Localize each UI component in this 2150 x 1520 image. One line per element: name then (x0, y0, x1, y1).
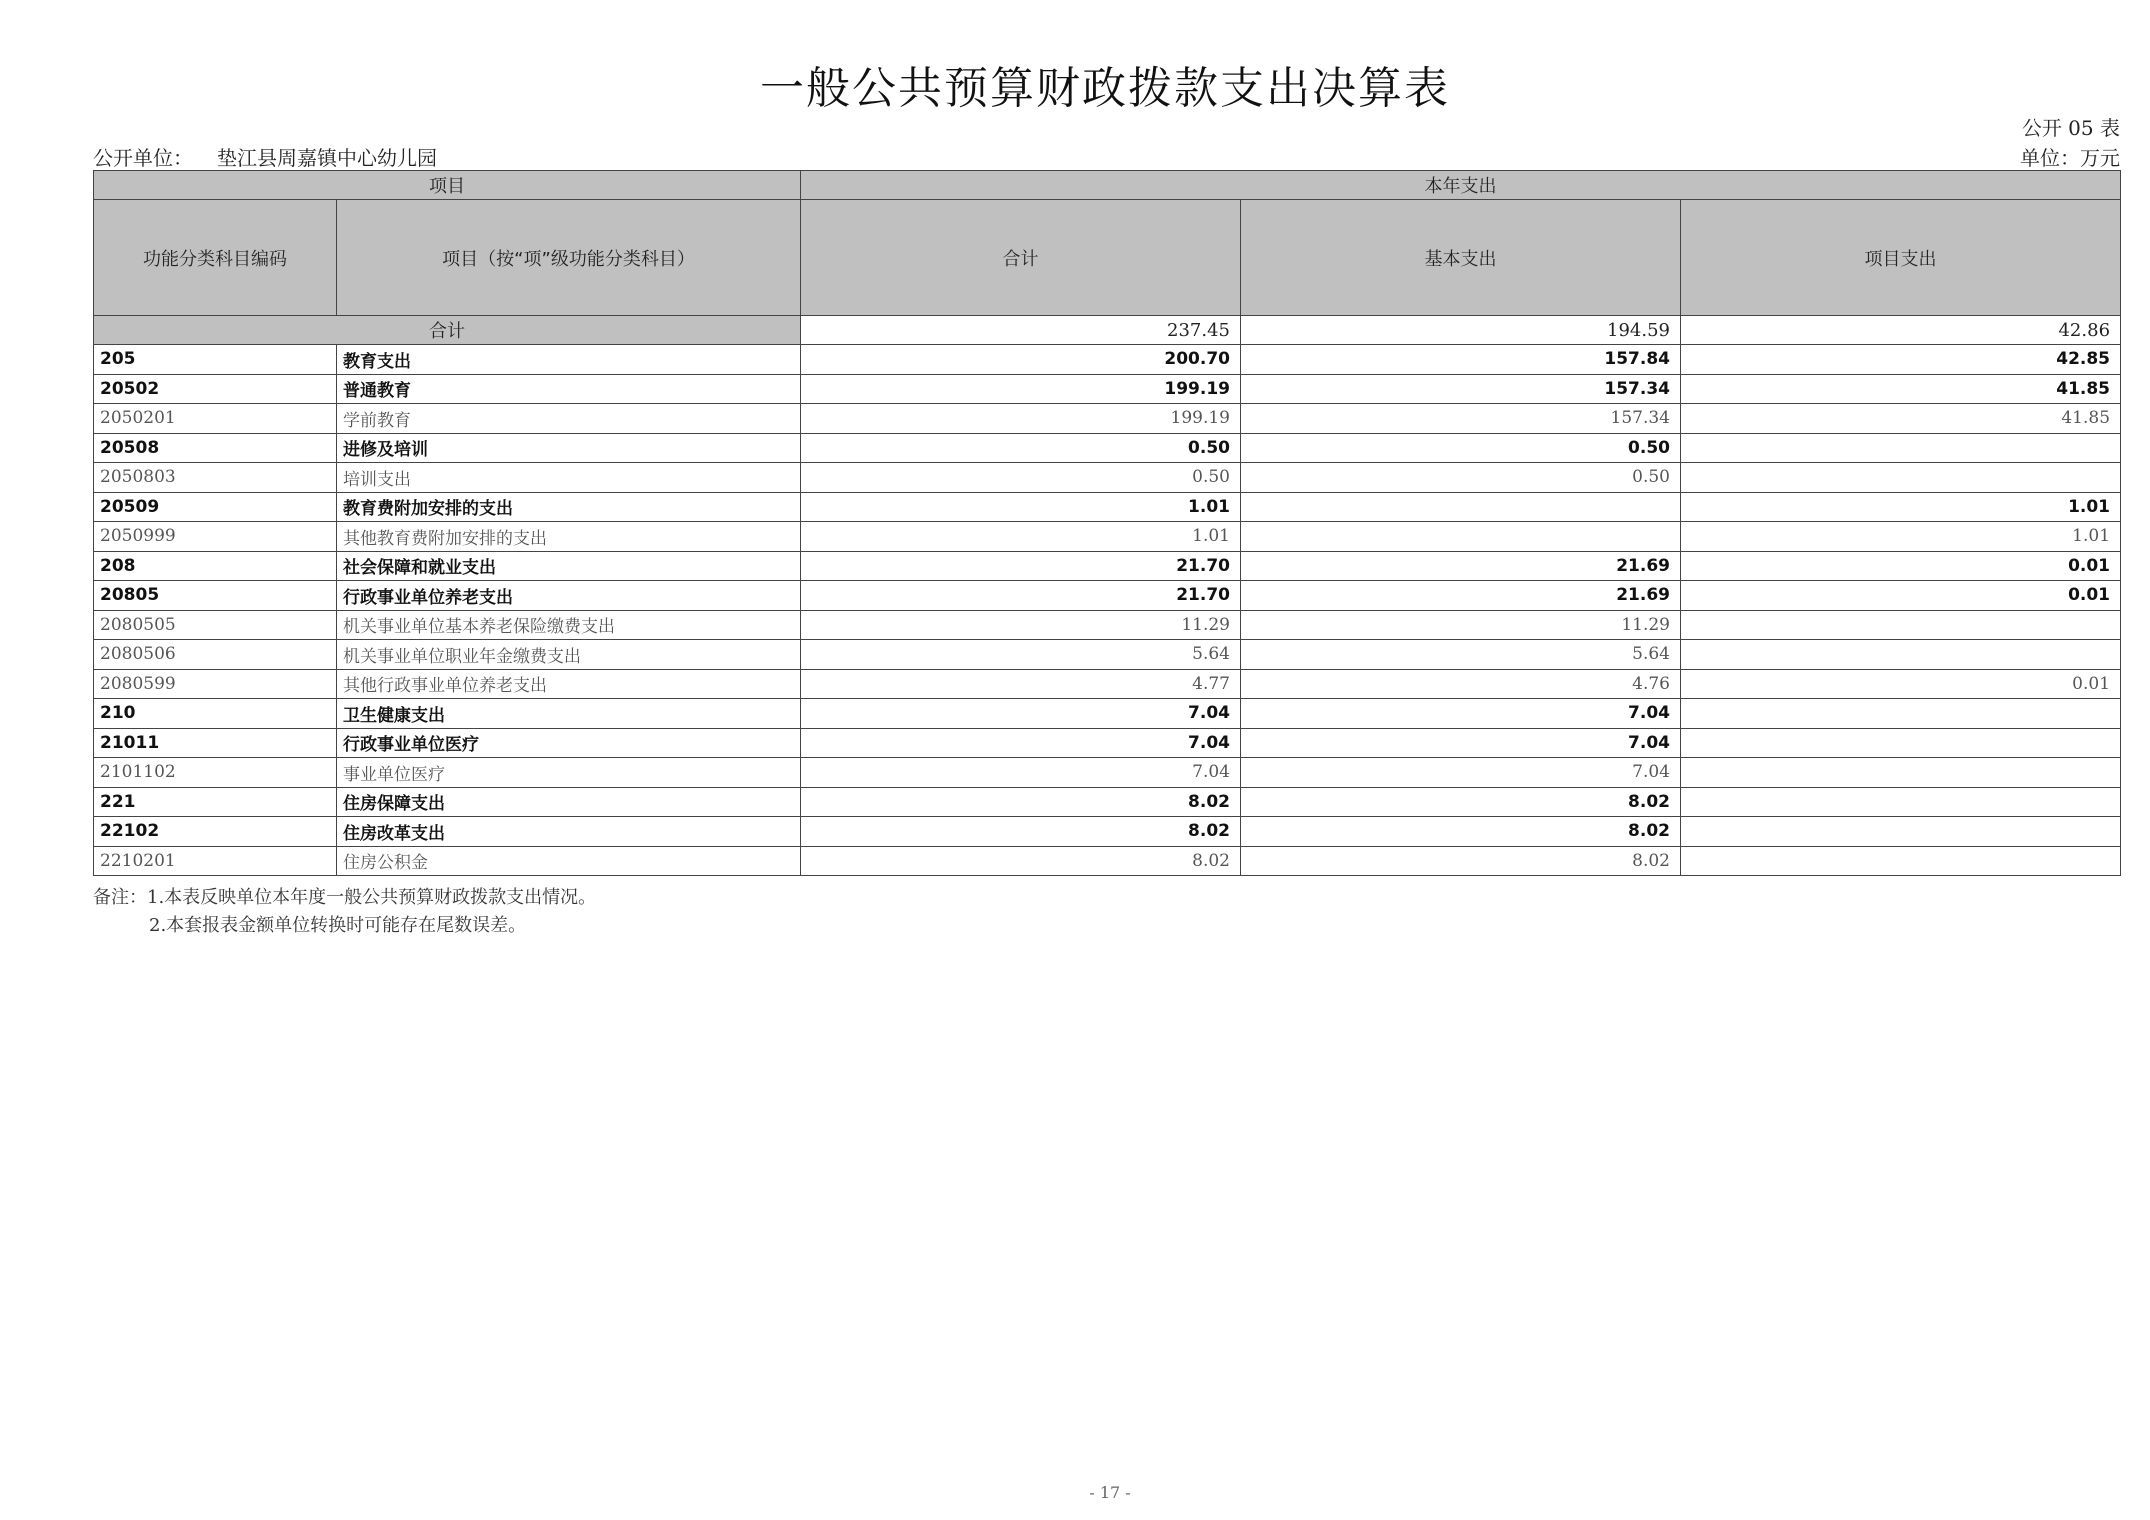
name-cell: 教育支出 (337, 345, 801, 375)
basic-cell: 7.04 (1241, 758, 1681, 788)
footnote-2: 2.本套报表金额单位转换时可能存在尾数误差。 (149, 915, 527, 936)
total-cell: 1.01 (801, 492, 1241, 522)
page-number: - 17 - (1089, 1483, 1131, 1502)
header-row (94, 200, 2121, 316)
basic-cell: 0.50 (1241, 463, 1681, 493)
total-cell: 8.02 (801, 817, 1241, 847)
basic-cell: 7.04 (1241, 699, 1681, 729)
code-cell: 20502 (94, 374, 337, 404)
project-cell: 0.01 (1681, 581, 2121, 611)
table-row (94, 581, 2121, 611)
header-group-row (94, 171, 2121, 200)
code-cell: 2050999 (94, 522, 337, 552)
basic-cell: 21.69 (1241, 551, 1681, 581)
basic-cell: 8.02 (1241, 787, 1681, 817)
total-row (94, 316, 2121, 345)
table-row (94, 846, 2121, 876)
name-cell: 机关事业单位基本养老保险缴费支出 (337, 610, 801, 640)
name-cell: 行政事业单位医疗 (337, 728, 801, 758)
total-sum-cell: 237.45 (801, 316, 1241, 345)
name-cell: 培训支出 (337, 463, 801, 493)
total-cell: 1.01 (801, 522, 1241, 552)
table-row (94, 817, 2121, 847)
reporting-unit (93, 142, 437, 171)
code-cell: 210 (94, 699, 337, 729)
name-cell: 教育费附加安排的支出 (337, 492, 801, 522)
table-row (94, 522, 2121, 552)
project-cell: 1.01 (1681, 492, 2121, 522)
project-cell: 41.85 (1681, 374, 2121, 404)
name-cell: 其他行政事业单位养老支出 (337, 669, 801, 699)
basic-cell: 0.50 (1241, 433, 1681, 463)
total-cell: 7.04 (801, 728, 1241, 758)
total-cell: 21.70 (801, 551, 1241, 581)
code-cell: 2050201 (94, 404, 337, 434)
name-cell: 住房改革支出 (337, 817, 801, 847)
total-cell: 199.19 (801, 374, 1241, 404)
project-cell (1681, 699, 2121, 729)
header-project: 项目支出 (1681, 200, 2121, 316)
table-row (94, 492, 2121, 522)
table-row (94, 433, 2121, 463)
table-row (94, 758, 2121, 788)
project-cell (1681, 640, 2121, 670)
basic-cell: 157.34 (1241, 404, 1681, 434)
total-cell: 0.50 (801, 433, 1241, 463)
reporting-unit-label: 公开单位： (93, 146, 193, 170)
name-cell: 事业单位医疗 (337, 758, 801, 788)
total-basic-cell: 194.59 (1241, 316, 1681, 345)
basic-cell: 8.02 (1241, 846, 1681, 876)
project-cell: 42.85 (1681, 345, 2121, 375)
total-cell: 5.64 (801, 640, 1241, 670)
project-cell (1681, 758, 2121, 788)
basic-cell: 157.34 (1241, 374, 1681, 404)
footnote-1: 备注：1.本表反映单位本年度一般公共预算财政拨款支出情况。 (93, 887, 597, 908)
basic-cell (1241, 492, 1681, 522)
project-cell (1681, 610, 2121, 640)
code-cell: 2080506 (94, 640, 337, 670)
reporting-unit-name: 垫江县周嘉镇中心幼儿园 (217, 146, 437, 170)
code-cell: 20509 (94, 492, 337, 522)
name-cell: 卫生健康支出 (337, 699, 801, 729)
name-cell: 进修及培训 (337, 433, 801, 463)
table-row (94, 699, 2121, 729)
name-cell: 其他教育费附加安排的支出 (337, 522, 801, 552)
code-cell: 208 (94, 551, 337, 581)
total-cell: 0.50 (801, 463, 1241, 493)
project-cell (1681, 817, 2121, 847)
header-group-item: 项目 (94, 171, 801, 200)
total-project-cell: 42.86 (1681, 316, 2121, 345)
project-cell (1681, 728, 2121, 758)
footnotes (93, 884, 596, 940)
project-cell: 0.01 (1681, 669, 2121, 699)
form-number: 公开 05 表 (2021, 116, 2120, 140)
total-cell: 4.77 (801, 669, 1241, 699)
project-cell: 0.01 (1681, 551, 2121, 581)
name-cell: 社会保障和就业支出 (337, 551, 801, 581)
basic-cell: 5.64 (1241, 640, 1681, 670)
project-cell (1681, 846, 2121, 876)
currency-unit: 单位：万元 (2020, 146, 2120, 170)
total-cell: 8.02 (801, 787, 1241, 817)
table-row (94, 787, 2121, 817)
project-cell: 41.85 (1681, 404, 2121, 434)
basic-cell: 157.84 (1241, 345, 1681, 375)
code-cell: 2080599 (94, 669, 337, 699)
total-cell: 21.70 (801, 581, 1241, 611)
header-total: 合计 (801, 200, 1241, 316)
project-cell (1681, 787, 2121, 817)
table-row (94, 669, 2121, 699)
basic-cell: 21.69 (1241, 581, 1681, 611)
basic-cell: 8.02 (1241, 817, 1681, 847)
name-cell: 行政事业单位养老支出 (337, 581, 801, 611)
table-row (94, 551, 2121, 581)
table-row (94, 463, 2121, 493)
total-cell: 7.04 (801, 699, 1241, 729)
code-cell: 2050803 (94, 463, 337, 493)
code-cell: 20805 (94, 581, 337, 611)
table-row (94, 610, 2121, 640)
code-cell: 2080505 (94, 610, 337, 640)
header-code: 功能分类科目编码 (94, 200, 337, 316)
expenditure-table (93, 170, 2121, 876)
code-cell: 21011 (94, 728, 337, 758)
header-name: 项目（按“项”级功能分类科目） (337, 200, 801, 316)
total-cell: 200.70 (801, 345, 1241, 375)
project-cell (1681, 463, 2121, 493)
name-cell: 普通教育 (337, 374, 801, 404)
name-cell: 学前教育 (337, 404, 801, 434)
name-cell: 机关事业单位职业年金缴费支出 (337, 640, 801, 670)
header-group-expenditure: 本年支出 (801, 171, 2121, 200)
page-title: 一般公共预算财政拨款支出决算表 (760, 63, 1450, 114)
basic-cell: 11.29 (1241, 610, 1681, 640)
total-cell: 8.02 (801, 846, 1241, 876)
basic-cell (1241, 522, 1681, 552)
header-basic: 基本支出 (1241, 200, 1681, 316)
basic-cell: 7.04 (1241, 728, 1681, 758)
table-row (94, 374, 2121, 404)
total-cell: 199.19 (801, 404, 1241, 434)
code-cell: 20508 (94, 433, 337, 463)
code-cell: 22102 (94, 817, 337, 847)
code-cell: 221 (94, 787, 337, 817)
table-row (94, 728, 2121, 758)
total-cell: 11.29 (801, 610, 1241, 640)
table-row (94, 640, 2121, 670)
basic-cell: 4.76 (1241, 669, 1681, 699)
code-cell: 2210201 (94, 846, 337, 876)
name-cell: 住房公积金 (337, 846, 801, 876)
code-cell: 2101102 (94, 758, 337, 788)
name-cell: 住房保障支出 (337, 787, 801, 817)
total-label: 合计 (94, 316, 801, 345)
total-cell: 7.04 (801, 758, 1241, 788)
project-cell: 1.01 (1681, 522, 2121, 552)
project-cell (1681, 433, 2121, 463)
code-cell: 205 (94, 345, 337, 375)
table-row (94, 404, 2121, 434)
table-row (94, 345, 2121, 375)
